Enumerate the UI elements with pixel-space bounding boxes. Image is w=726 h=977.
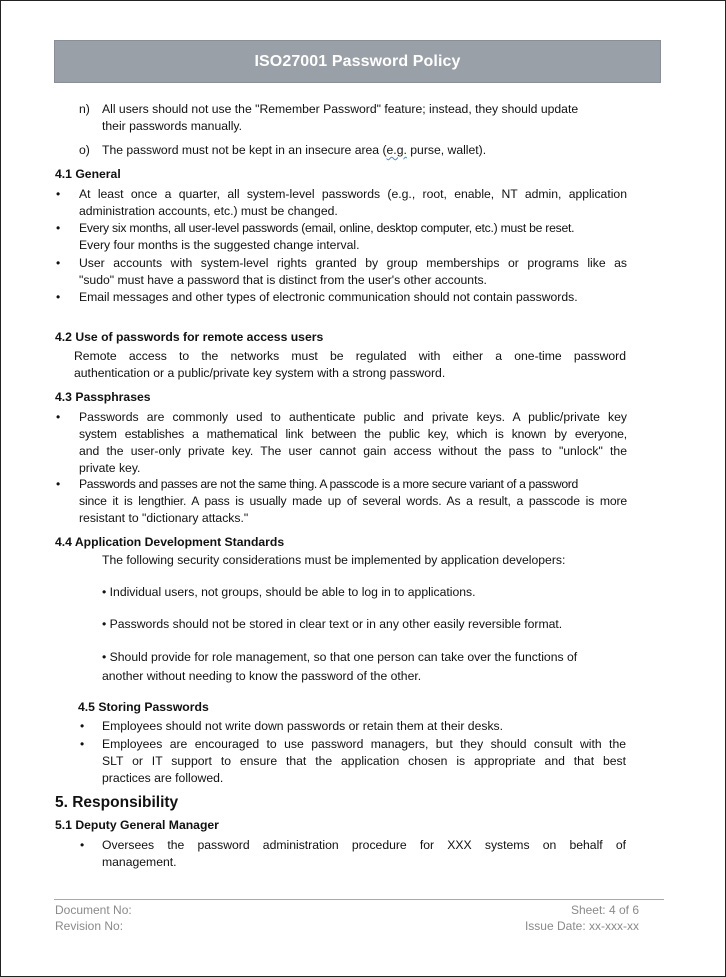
bullet-line: Email messages and other types of electronic communication should not contain passwords. [79, 290, 578, 304]
standard-point-line: • Passwords should not be stored in clear text or in any other easily reversible format. [102, 617, 563, 631]
list-marker-n: n) [79, 102, 90, 116]
footer-sheet: Sheet: 4 of 6 [570, 903, 639, 917]
bullet-item [79, 220, 627, 254]
section-heading-4-5: 4.5 Storing Passwords [78, 700, 209, 714]
bullet-line: SLT or IT support to ensure that the application chosen is appropriate and that best [102, 754, 626, 768]
section-heading-5: 5. Responsibility [55, 794, 179, 811]
footer-document-no: Document No: [55, 903, 132, 917]
bullet-item [79, 186, 627, 220]
bullet-icon: • [56, 477, 61, 491]
spellcheck-flagged-word[interactable]: e.g. [386, 143, 407, 157]
section-heading-4-2: 4.2 Use of passwords for remote access users [55, 330, 324, 344]
bullet-icon: • [56, 410, 61, 424]
bullet-item [102, 718, 626, 735]
bullet-line: Every four months is the suggested change interval. [79, 238, 360, 252]
bullet-line: and the user-only private key. The user cannot gain access without the pass to "unlock" the [79, 444, 627, 458]
bullet-line: management. [102, 855, 177, 869]
list-item-text: purse, wallet). [406, 143, 487, 157]
standard-point [102, 584, 642, 601]
bullet-line: practices are followed. [102, 771, 224, 785]
list-item-line: their passwords manually. [102, 119, 242, 133]
bullet-icon: • [80, 737, 85, 751]
footer-issue-date: Issue Date: xx-xxx-xx [524, 919, 639, 933]
bullet-line: Employees should not write down passwords or retain them at their desks. [102, 719, 504, 733]
bullet-line: Passwords are commonly used to authenticate public and private keys. A public/private key [79, 410, 627, 424]
bullet-line: "sudo" must have a password that is distinct from the user's other accounts. [79, 273, 487, 287]
paragraph-line: authentication or a public/private key system with a strong password. [74, 366, 446, 380]
section-heading-4-4: 4.4 Application Development Standards [55, 535, 285, 549]
bullet-line: since it is lengthier. A pass is usually made up of several words. As a result, a passcode is more [79, 494, 627, 508]
footer-divider [54, 899, 664, 900]
list-item-line: All users should not use the "Remember Password" feature; instead, they should update [102, 102, 579, 116]
section-heading-4-3: 4.3 Passphrases [55, 390, 151, 404]
bullet-icon: • [80, 719, 85, 733]
document-title: ISO27001 Password Policy [254, 52, 461, 70]
list-item-n [102, 101, 632, 135]
paragraph-line: Remote access to the networks must be regulated with either a one-time password [74, 349, 626, 363]
bullet-line: system establishes a mathematical link between the public key, which is known by everyone, [79, 427, 627, 441]
footer-revision-no: Revision No: [55, 919, 124, 933]
bullet-line: User accounts with system-level rights granted by group memberships or programs like as [79, 256, 627, 270]
bullet-line: Oversees the password administration procedure for XXX systems on behalf of [102, 838, 626, 852]
list-item-o [102, 142, 632, 159]
standard-point-line: • Individual users, not groups, should be able to log in to applications. [102, 585, 476, 599]
bullet-line: At least once a quarter, all system-level passwords (e.g., root, enable, NT admin, application [79, 187, 627, 201]
document-header-banner [54, 40, 661, 83]
bullet-line: administration accounts, etc.) must be changed. [79, 204, 338, 218]
bullet-line: Every six months, all user-level passwords (email, online, desktop computer, etc.) must be reset. [79, 221, 575, 235]
bullet-line: Passwords and passes are not the same thing. A passcode is a more secure variant of a password [79, 477, 578, 491]
standard-point [102, 616, 642, 633]
bullet-item [79, 409, 627, 477]
standard-point-line: another without needing to know the password of the other. [102, 669, 422, 683]
list-item-text: The password must not be kept in an insecure area ( [102, 143, 387, 157]
standard-point-line: • Should provide for role management, so that one person can take over the functions of [102, 650, 578, 664]
bullet-item [79, 255, 627, 289]
standard-point [102, 648, 642, 686]
list-marker-o: o) [79, 143, 90, 157]
bullet-item [102, 736, 626, 787]
section-heading-4-1: 4.1 General [55, 167, 121, 181]
bullet-line: Employees are encouraged to use password managers, but they should consult with the [102, 737, 626, 751]
bullet-icon: • [56, 221, 61, 235]
bullet-icon: • [56, 256, 61, 270]
bullet-line: resistant to "dictionary attacks." [79, 511, 249, 525]
bullet-item [79, 476, 627, 527]
bullet-icon: • [80, 838, 85, 852]
section-heading-5-1: 5.1 Deputy General Manager [55, 818, 219, 832]
bullet-item [79, 289, 627, 306]
bullet-line: private key. [79, 461, 141, 475]
bullet-icon: • [56, 187, 61, 201]
bullet-item [102, 837, 626, 871]
section-paragraph [74, 348, 626, 382]
bullet-icon: • [56, 290, 61, 304]
section-intro: The following security considerations must be implemented by application developers: [102, 553, 566, 567]
